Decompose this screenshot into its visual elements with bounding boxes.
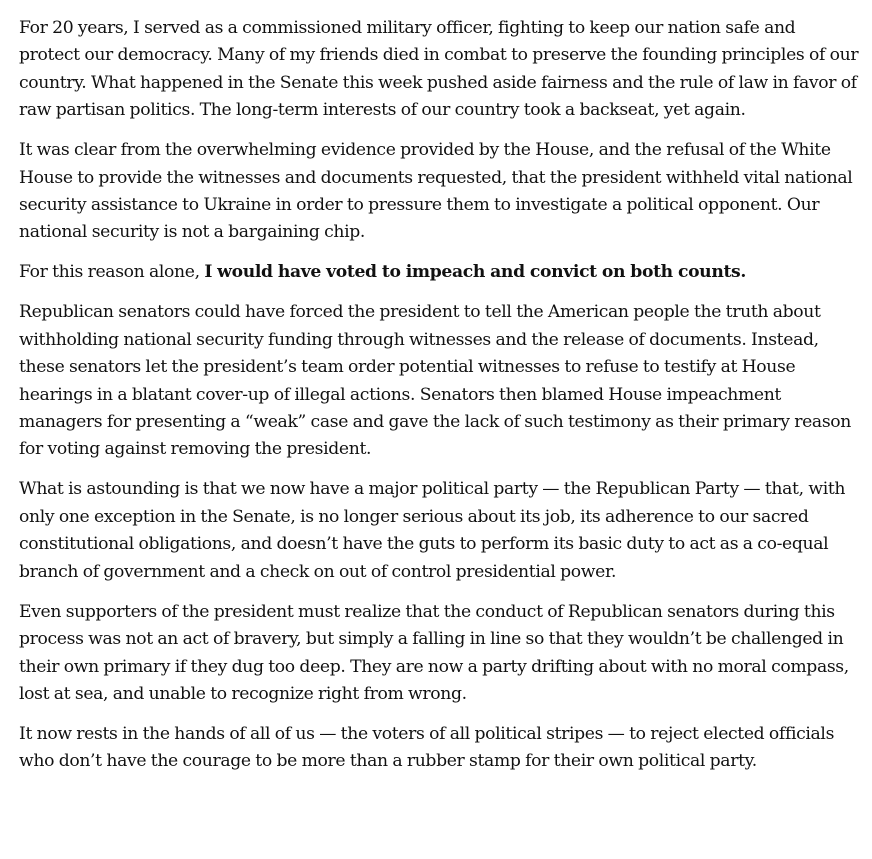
paragraph-political-party: What is astounding is that we now have a major political party — the Republican Party — that, with only one exception in the Senate, is no longer serious about its job, its adherence to our sacred constitutional obligations, and doesn’t have the guts to perform its basic duty to act as a co-equal branch of government and a check on out of control presidential power.: [19, 479, 846, 582]
paragraph-supporters: Even supporters of the president must realize that the conduct of Republican senators during this process was not an act of bravery, but simply a falling in line so that they wouldn’t be challenged in their own primary if they dug too deep. They are now a party drifting about with no moral compass, lost at sea, and unable to recognize right from wrong.: [19, 601, 849, 704]
vote-intro-text: For this reason alone,: [19, 262, 205, 283]
paragraph-call-to-action: It now rests in the hands of all of us — the voters of all political stripes — to reject elected officials who don’t have the courage to be more than a rubber stamp for their own political party.: [19, 723, 835, 772]
paragraph-vote-statement: [19, 259, 859, 286]
vote-emphasis-text: I would have voted to impeach and convict on both counts.: [204, 262, 747, 283]
article-body: [19, 15, 859, 788]
paragraph-military-service: For 20 years, I served as a commissioned military officer, fighting to keep our nation safe and protect our democracy. Many of my friends died in combat to preserve the founding principles of our country. What happened in the Senate this week pushed aside fairness and the rule of law in favor of raw partisan politics. The long-term interests of our country took a backseat, yet again.: [19, 18, 859, 121]
paragraph-republican-senators: Republican senators could have forced the president to tell the American people the truth about withholding national security funding through witnesses and the release of documents. Instead, these senators let the president’s team order potential witnesses to refuse to testify at House hearings in a blatant cover-up of illegal actions. Senators then blamed House impeachment managers for presenting a “weak” case and gave the lack of such testimony as their primary reason for voting against removing the president.: [19, 302, 852, 460]
paragraph-evidence: It was clear from the overwhelming evidence provided by the House, and the refusal of the White House to provide the witnesses and documents requested, that the president withheld vital national security assistance to Ukraine in order to pressure them to investigate a political opponent. Our national security is not a bargaining chip.: [19, 140, 853, 243]
